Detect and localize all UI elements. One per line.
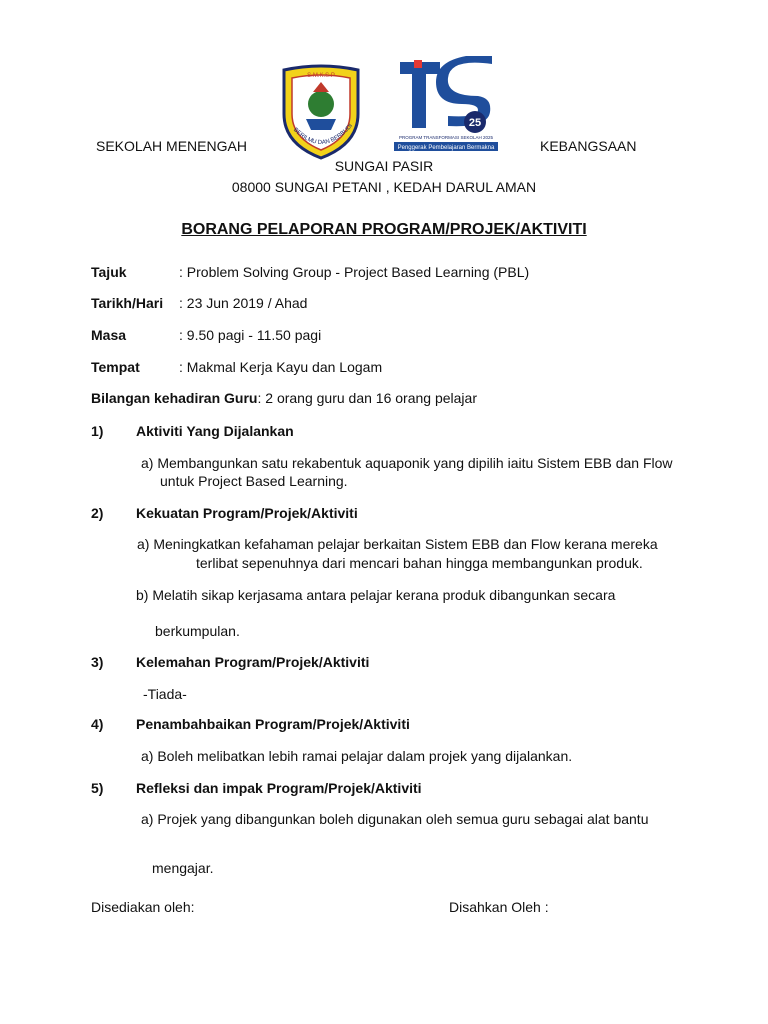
section-3-number: 3) — [91, 654, 104, 670]
section-2-title: Kekuatan Program/Projek/Aktiviti — [136, 505, 358, 521]
tajuk-label: Tajuk — [91, 264, 127, 280]
tempat-value: : Makmal Kerja Kayu dan Logam — [179, 359, 383, 375]
svg-text:PROGRAM TRANSFORMASI SEKOLAH 2: PROGRAM TRANSFORMASI SEKOLAH 2025 — [399, 135, 493, 140]
kehadiran-row — [91, 390, 477, 406]
ts25-logo — [392, 56, 500, 154]
section-2-item-b-line1: b) Melatih sikap kerjasama antara pelajar kerana produk dibangunkan secara — [136, 587, 616, 603]
tarikh-label: Tarikh/Hari — [91, 295, 164, 311]
form-title: BORANG PELAPORAN PROGRAM/PROJEK/AKTIVITI — [181, 221, 587, 238]
tarikh-value: : 23 Jun 2019 / Ahad — [179, 295, 308, 311]
section-1-item-a-line2: untuk Project Based Learning. — [160, 473, 348, 489]
prepared-by-label: Disediakan oleh: — [91, 899, 195, 915]
kehadiran-label: Bilangan kehadiran Guru — [91, 390, 258, 406]
section-2-number: 2) — [91, 505, 104, 521]
masa-value: : 9.50 pagi - 11.50 pagi — [179, 327, 322, 343]
section-4-item-a: a) Boleh melibatkan lebih ramai pelajar dalam projek yang dijalankan. — [141, 748, 573, 764]
section-4-title: Penambahbaikan Program/Projek/Aktiviti — [136, 716, 410, 732]
school-name-left: SEKOLAH MENENGAH — [96, 138, 247, 154]
section-1-item-a-line1: a) Membangunkan satu rekabentuk aquaponik yang dipilih iaitu Sistem EBB dan Flow — [141, 455, 673, 471]
section-5-number: 5) — [91, 780, 104, 796]
section-3-text: -Tiada- — [143, 686, 187, 702]
svg-text:Penggerak Pembelajaran Bermakn: Penggerak Pembelajaran Bermakna — [397, 145, 495, 151]
section-1-number: 1) — [91, 423, 104, 439]
section-5-item-a-line1: a) Projek yang dibangunkan boleh digunakan oleh semua guru sebagai alat bantu — [141, 811, 649, 827]
section-5-item-a-line2: mengajar. — [152, 860, 214, 876]
school-address: 08000 SUNGAI PETANI , KEDAH DARUL AMAN — [231, 179, 537, 195]
section-1-title: Aktiviti Yang Dijalankan — [136, 423, 294, 439]
school-name-line2: SUNGAI PASIR — [334, 158, 434, 174]
section-2-item-a-line1: a) Meningkatkan kefahaman pelajar berkaitan Sistem EBB dan Flow kerana mereka — [137, 536, 658, 552]
section-5-title: Refleksi dan impak Program/Projek/Aktiviti — [136, 780, 422, 796]
tempat-label: Tempat — [91, 359, 140, 375]
masa-label: Masa — [91, 327, 127, 343]
section-3-title: Kelemahan Program/Projek/Aktiviti — [136, 654, 370, 670]
tajuk-value: : Problem Solving Group - Project Based Learning (PBL) — [179, 264, 530, 280]
section-2-item-b-line2: berkumpulan. — [155, 623, 240, 639]
svg-text:25: 25 — [468, 117, 482, 129]
school-name-right: KEBANGSAAN — [540, 138, 637, 154]
svg-text:S.M.K.S.P: S.M.K.S.P — [307, 73, 335, 79]
svg-text:BERILMU DAN BERBUDI: BERILMU DAN BERBUDI — [292, 123, 355, 147]
school-crest-logo — [276, 64, 366, 160]
kehadiran-value: : 2 orang guru dan 16 orang pelajar — [257, 390, 477, 406]
approved-by-label: Disahkan Oleh : — [449, 899, 549, 915]
section-4-number: 4) — [91, 716, 104, 732]
section-2-item-a-line2: terlibat sepenuhnya dari mencari bahan hingga membangunkan produk. — [196, 555, 643, 571]
